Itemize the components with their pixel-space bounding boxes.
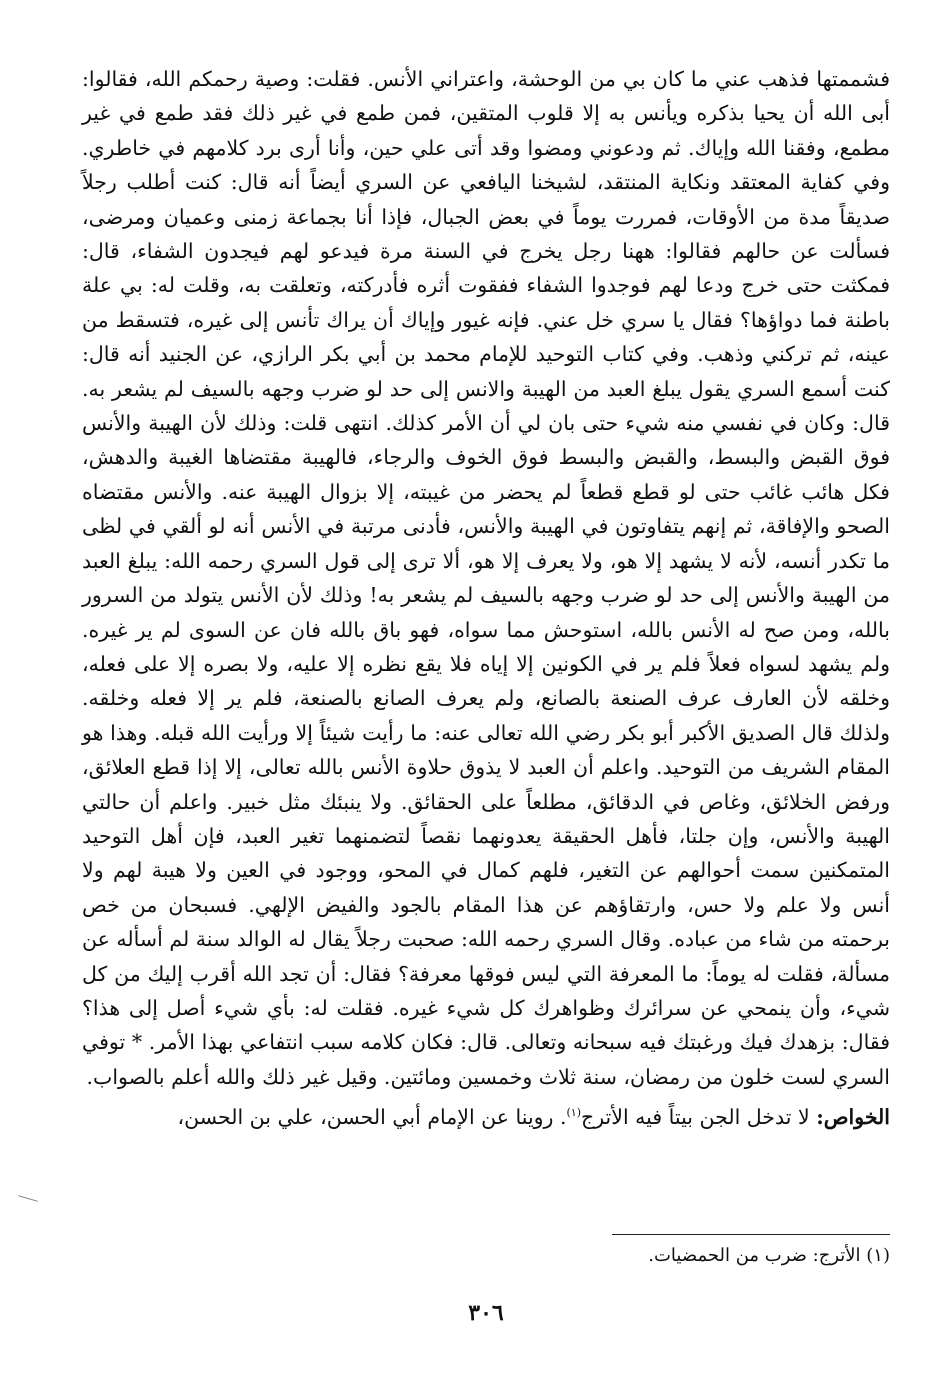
- scan-edge-mark: [18, 1195, 38, 1201]
- main-text: [82, 62, 890, 1135]
- footnote-marker: (١): [866, 1245, 890, 1266]
- footnote: [82, 1242, 890, 1270]
- entry-text-start: لا تدخل الجن بيتاً فيه الأترج: [581, 1105, 810, 1130]
- footnote-text: الأترج: ضرب من الحمضيات.: [648, 1245, 861, 1266]
- footnote-divider: [612, 1234, 890, 1235]
- paragraph-2: [82, 1100, 890, 1134]
- entry-text-end: . روينا عن الإمام أبي الحسن، علي بن الحسن،: [177, 1105, 567, 1130]
- page-number: ٣٠٦: [468, 1300, 504, 1326]
- entry-term: الخواص:: [816, 1105, 890, 1130]
- page: [82, 62, 890, 1362]
- footnote-reference[interactable]: (١): [566, 1106, 581, 1120]
- paragraph-1: فشممتها فذهب عني ما كان بي من الوحشة، واعتراني الأنس. فقلت: وصية رحمكم الله، فقالوا: أبى الله أن يحيا بذكره ويأنس به إلا قلوب المتقين، فمن طمع في غير ذلك فقد طمع في غير مطمع، وفقنا الله وإياك. ثم ودعوني ومضوا وقد أتى علي حين، وأنا أرى برد كلامهم في خاطري. وفي كفاية المعتقد ونكاية المنتقد، لشيخنا اليافعي عن السري أيضاً أنه قال: كنت أطلب رجلاً صديقاً مدة من الأوقات، فمررت يوماً في بعض الجبال، فإذا أنا بجماعة زمنى وعميان ومرضى، فسألت عن حالهم فقالوا: ههنا رجل يخرج في السنة مرة فيدعو لهم فيجدون الشفاء، قال: فمكثت حتى خرج ودعا لهم فوجدوا الشفاء ففقوت أثره فأدركته، وتعلقت به، وقلت له: بي علة باطنة فما دواؤها؟ فقال يا سري خل عني. فإنه غيور وإياك أن يراك تأنس إلى غيره، فتسقط من عينه، ثم تركني وذهب. وفي كتاب التوحيد للإمام محمد بن أبي بكر الرازي، عن الجنيد أنه قال: كنت أسمع السري يقول يبلغ العبد من الهيبة والانس إلى حد لو ضرب وجهه بالسيف لم يشعر به. قال: وكان في نفسي منه شيء حتى بان لي أن الأمر كذلك. انتهى قلت: وذلك لأن الهيبة والأنس فوق القبض والبسط، والقبض والبسط فوق الخوف والرجاء، فالهيبة مقتضاها الغيبة والدهش، فكل هائب غائب حتى لو قطع قطعاً لم يحضر من غيبته، إلا بزوال الهيبة عنه. والأنس مقتضاه الصحو والإفاقة، ثم إنهم يتفاوتون في الهيبة والأنس، فأدنى مرتبة في الأنس أنه لو ألقي في لظى ما تكدر أنسه، لأنه لا يشهد إلا هو، ولا يعرف إلا هو، ألا ترى إلى قول السري رحمه الله: يبلغ العبد من الهيبة والأنس إلى حد لو ضرب وجهه بالسيف لم يشعر به! وذلك لأن الأنس يتولد من السرور بالله، ومن صح له الأنس بالله، استوحش مما سواه، فهو باق بالله فان عن السوى لم ير غيره. ولم يشهد لسواه فعلاً فلم ير في الكونين إلا إياه فلا يقع نظره إلا عليه، ولا بصره إلا على فعله، وخلقه لأن العارف عرف الصنعة بالصانع، ولم يعرف الصانع بالصنعة، فلم ير إلا فعله وخلقه. ولذلك قال الصديق الأكبر أبو بكر رضي الله تعالى عنه: ما رأيت شيئاً إلا ورأيت الله قبله. وهذا هو المقام الشريف من التوحيد. واعلم أن العبد لا يذوق حلاوة الأنس بالله تعالى، إلا إذا قطع العلائق، ورفض الخلائق، وغاص في الدقائق، مطلعاً على الحقائق. ولا ينبئك مثل خبير. واعلم أن حالتي الهيبة والأنس، وإن جلتا، فأهل الحقيقة يعدونهما نقصاً لتضمنهما تغير العبد، فإن أهل التوحيد المتمكنين سمت أحوالهم عن التغير، فلهم كمال في المحو، ووجود في العين ولا هيبة لهم ولا أنس ولا علم ولا حس، وارتقاؤهم عن هذا المقام بالجود والفيض الإلهي. فسبحان من خص برحمته من شاء من عباده. وقال السري رحمه الله: صحبت رجلاً يقال له الوالد سنة لم أسأله عن مسألة، فقلت له يوماً: ما المعرفة التي ليس فوقها معرفة؟ فقال: أن تجد الله أقرب إليك من كل شيء، وأن ينمحي عن سرائرك وظواهرك كل شيء غيره. فقلت له: بأي شيء أصل إلى هذا؟ فقال: بزهدك فيك ورغبتك فيه سبحانه وتعالى. قال: فكان كلامه سبب انتفاعي بهذا الأمر. * توفي السري لست خلون من رمضان، سنة ثلاث وخمسين ومائتين. وقيل غير ذلك والله أعلم بالصواب.: [82, 67, 891, 1089]
